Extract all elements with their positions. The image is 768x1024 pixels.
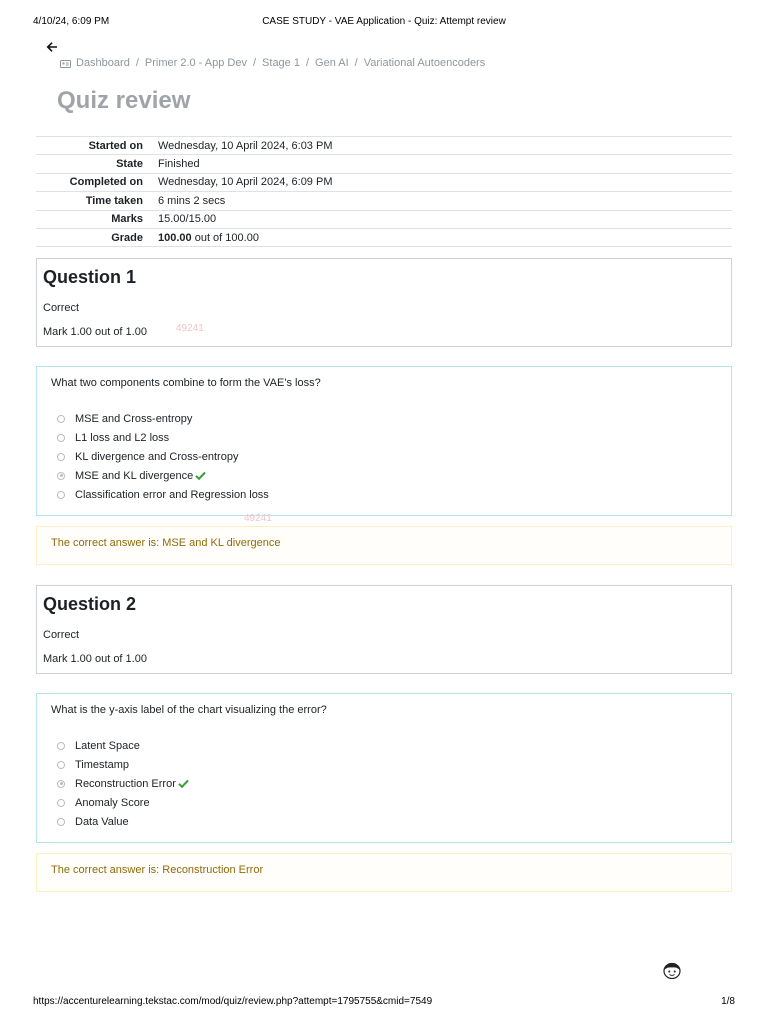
summary-value: 6 mins 2 secs (152, 192, 732, 210)
radio-button[interactable] (57, 742, 65, 750)
attempt-summary-table (36, 136, 732, 247)
check-icon (178, 779, 189, 788)
option-label: L1 loss and L2 loss (75, 432, 170, 445)
option-label: Timestamp (75, 759, 129, 772)
back-arrow-icon[interactable] (45, 40, 59, 54)
grade-total: out of 100.00 (191, 231, 259, 244)
answer-option[interactable] (51, 812, 189, 831)
question-state: Correct (43, 629, 80, 641)
grade-value: 100.00 (158, 231, 192, 244)
print-date: 4/10/24, 6:09 PM (33, 16, 110, 27)
breadcrumb (60, 57, 485, 69)
print-page-number: 1/8 (721, 996, 735, 1007)
print-footer (33, 996, 735, 1010)
radio-button[interactable] (57, 415, 65, 423)
summary-key: Marks (36, 210, 152, 228)
answer-option[interactable] (51, 485, 269, 504)
question-1-feedback (36, 526, 732, 565)
radio-button[interactable] (57, 818, 65, 826)
question-state: Correct (43, 302, 80, 314)
answer-options (51, 737, 189, 831)
breadcrumb-separator: / (354, 57, 358, 69)
radio-button[interactable] (57, 491, 65, 499)
summary-key: Completed on (36, 173, 152, 191)
option-label: MSE and Cross-entropy (75, 413, 193, 426)
watermark: 49241 (244, 513, 272, 524)
answer-option[interactable] (51, 737, 189, 756)
question-mark: Mark 1.00 out of 1.00 (43, 326, 147, 338)
option-label: Anomaly Score (75, 796, 150, 809)
radio-button-checked[interactable] (57, 780, 65, 788)
summary-row (36, 228, 732, 246)
radio-button-checked[interactable] (57, 472, 65, 480)
breadcrumb-separator: / (305, 57, 310, 69)
radio-button[interactable] (57, 761, 65, 769)
summary-row (36, 173, 732, 191)
question-title: Question 1 (43, 267, 137, 287)
question-1-info (36, 258, 732, 347)
summary-key: Grade (36, 228, 152, 246)
summary-value: Wednesday, 10 April 2024, 6:03 PM (152, 137, 732, 155)
radio-button[interactable] (57, 434, 65, 442)
answer-options (51, 410, 269, 504)
summary-value (152, 228, 732, 246)
breadcrumb-course[interactable]: Primer 2.0 - App Dev (144, 57, 247, 69)
answer-option[interactable] (51, 793, 189, 812)
breadcrumb-activity[interactable]: Variational Autoencoders (363, 57, 486, 69)
answer-option-selected[interactable] (51, 466, 269, 485)
print-header (33, 16, 735, 30)
breadcrumb-separator: / (252, 57, 257, 69)
question-title: Question 2 (43, 594, 137, 614)
answer-option-selected[interactable] (51, 775, 189, 794)
option-label: Classification error and Regression loss (75, 488, 269, 501)
summary-key: Time taken (36, 192, 152, 210)
summary-value: Wednesday, 10 April 2024, 6:09 PM (152, 173, 732, 191)
summary-value: Finished (152, 155, 732, 173)
option-label: Data Value (75, 815, 129, 828)
avatar-icon[interactable] (663, 962, 681, 979)
watermark: 49241 (176, 323, 204, 334)
summary-row (36, 210, 732, 228)
radio-button[interactable] (57, 453, 65, 461)
breadcrumb-section[interactable]: Gen AI (315, 57, 349, 69)
home-icon (60, 59, 71, 68)
answer-option[interactable] (51, 448, 269, 467)
option-label: Reconstruction Error (75, 777, 176, 790)
breadcrumb-stage[interactable]: Stage 1 (262, 57, 300, 69)
print-url: https://accenturelearning.tekstac.com/mod/quiz/review.php?attempt=1795755&cmid=7549 (33, 996, 433, 1007)
print-title: CASE STUDY - VAE Application - Quiz: Attempt review (262, 16, 506, 27)
option-label: Latent Space (75, 740, 140, 753)
radio-button[interactable] (57, 799, 65, 807)
question-1-content (36, 366, 732, 516)
question-2-feedback (36, 853, 732, 892)
correct-answer-text: The correct answer is: Reconstruction Error (51, 864, 264, 876)
option-label: MSE and KL divergence (75, 469, 194, 482)
summary-row (36, 137, 732, 155)
question-prompt: What two components combine to form the VAE's loss? (51, 377, 321, 389)
page-title: Quiz review (57, 87, 191, 114)
summary-row (36, 192, 732, 210)
correct-answer-text: The correct answer is: MSE and KL divergence (51, 537, 281, 549)
summary-value: 15.00/15.00 (152, 210, 732, 228)
question-2-info (36, 585, 732, 674)
breadcrumb-separator: / (135, 57, 139, 69)
summary-key: Started on (36, 137, 152, 155)
question-prompt: What is the y-axis label of the chart visualizing the error? (51, 704, 327, 716)
check-icon (195, 471, 206, 480)
question-2-content (36, 693, 732, 843)
summary-key: State (36, 155, 152, 173)
summary-row (36, 155, 732, 173)
answer-option[interactable] (51, 410, 269, 429)
question-mark: Mark 1.00 out of 1.00 (43, 653, 147, 665)
breadcrumb-dashboard[interactable]: Dashboard (76, 57, 130, 69)
answer-option[interactable] (51, 429, 269, 448)
answer-option[interactable] (51, 756, 189, 775)
option-label: KL divergence and Cross-entropy (75, 450, 239, 463)
